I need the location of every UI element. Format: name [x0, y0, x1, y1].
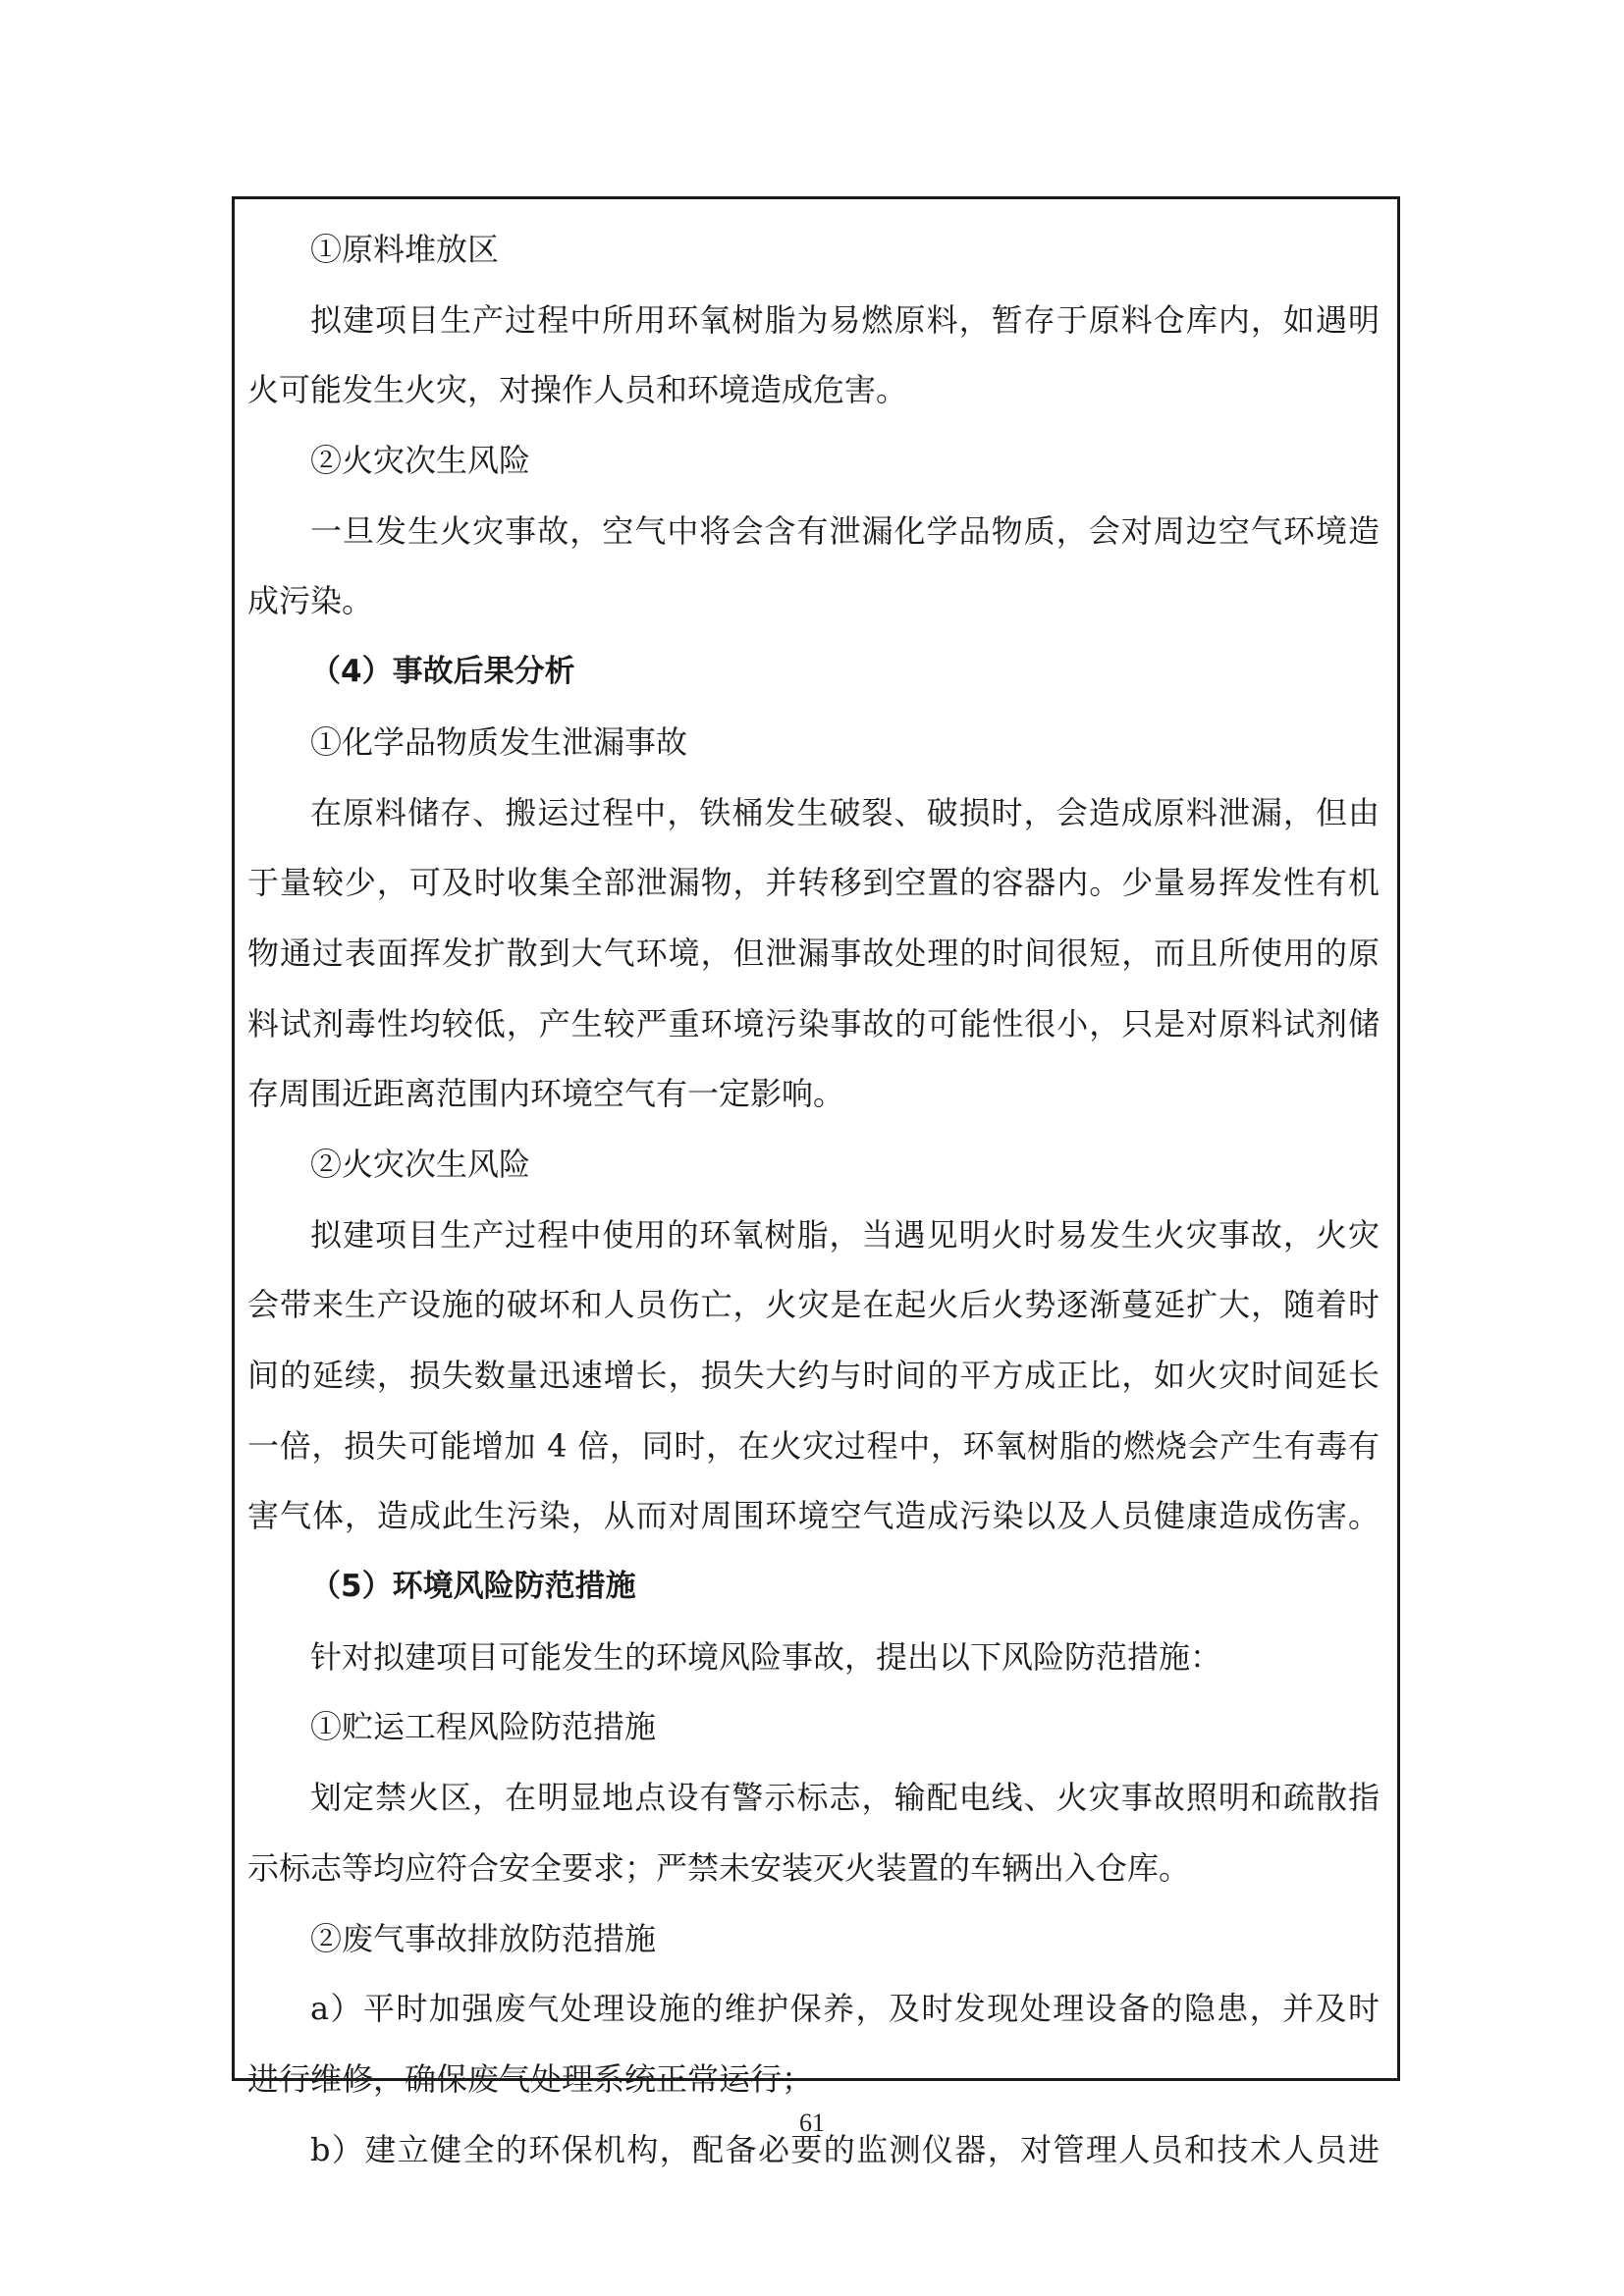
text-line: a）平时加强废气处理设施的维护保养，及时发现处理设备的隐患，并及时 — [310, 1990, 1380, 2028]
text-line: 存周围近距离范围内环境空气有一定影响。 — [247, 1075, 845, 1113]
text-line: 一旦发生火灾事故，空气中将会含有泄漏化学品物质，会对周边空气环境造 — [310, 511, 1380, 550]
text-line: ②火灾次生风险 — [310, 442, 531, 480]
text-line: ②废气事故排放防范措施 — [310, 1919, 657, 1957]
text-line: ②火灾次生风险 — [310, 1145, 531, 1183]
page-number: 61 — [799, 2109, 825, 2137]
text-line: 火可能发生火灾，对操作人员和环境造成危害。 — [247, 371, 908, 409]
text-line: ①化学品物质发生泄漏事故 — [310, 722, 688, 761]
text-line: 一倍，损失可能增加 4 倍，同时，在火灾过程中，环氧树脂的燃烧会产生有毒有 — [247, 1426, 1380, 1465]
section-heading: （5）环境风险防范措施 — [310, 1569, 636, 1605]
text-line: 物通过表面挥发扩散到大气环境，但泄漏事故处理的时间很短，而且所使用的原 — [247, 934, 1380, 972]
text-line: 于量较少，可及时收集全部泄漏物，并转移到空置的容器内。少量易挥发性有机 — [247, 864, 1380, 902]
text-line: 拟建项目生产过程中使用的环氧树脂，当遇见明火时易发生火灾事故，火灾 — [310, 1215, 1380, 1254]
text-line: 示标志等均应符合安全要求；严禁未安装灭火装置的车辆出入仓库。 — [247, 1848, 1191, 1887]
text-line: ①贮运工程风险防范措施 — [310, 1708, 657, 1746]
text-line: 成污染。 — [247, 582, 374, 620]
text-line: 在原料储存、搬运过程中，铁桶发生破裂、破损时，会造成原料泄漏，但由 — [310, 793, 1380, 831]
section-heading: （4）事故后果分析 — [310, 654, 575, 690]
text-body — [247, 215, 1380, 2185]
text-line: ①原料堆放区 — [310, 231, 500, 268]
text-line: b）建立健全的环保机构，配备必要的监测仪器，对管理人员和技术人员进 — [310, 2130, 1380, 2168]
text-line: 料试剂毒性均较低，产生较严重环境污染事故的可能性很小，只是对原料试剂储 — [247, 1004, 1380, 1042]
text-line: 间的延续，损失数量迅速增长，损失大约与时间的平方成正比，如火灾时间延长 — [247, 1357, 1380, 1394]
text-line: 会带来生产设施的破坏和人员伤亡，火灾是在起火后火势逐渐蔓延扩大，随着时 — [247, 1286, 1380, 1324]
text-line: 拟建项目生产过程中所用环氧树脂为易燃原料，暂存于原料仓库内，如遇明 — [310, 300, 1380, 339]
text-line: 针对拟建项目可能发生的环境风险事故，提出以下风险防范措施： — [310, 1637, 1222, 1676]
text-line: 进行维修，确保废气处理系统正常运行； — [247, 2059, 814, 2098]
text-line: 害气体，造成此生污染，从而对周围环境空气造成污染以及人员健康造成伤害。 — [247, 1497, 1380, 1535]
text-line: 划定禁火区，在明显地点设有警示标志，输配电线、火灾事故照明和疏散指 — [310, 1779, 1380, 1817]
